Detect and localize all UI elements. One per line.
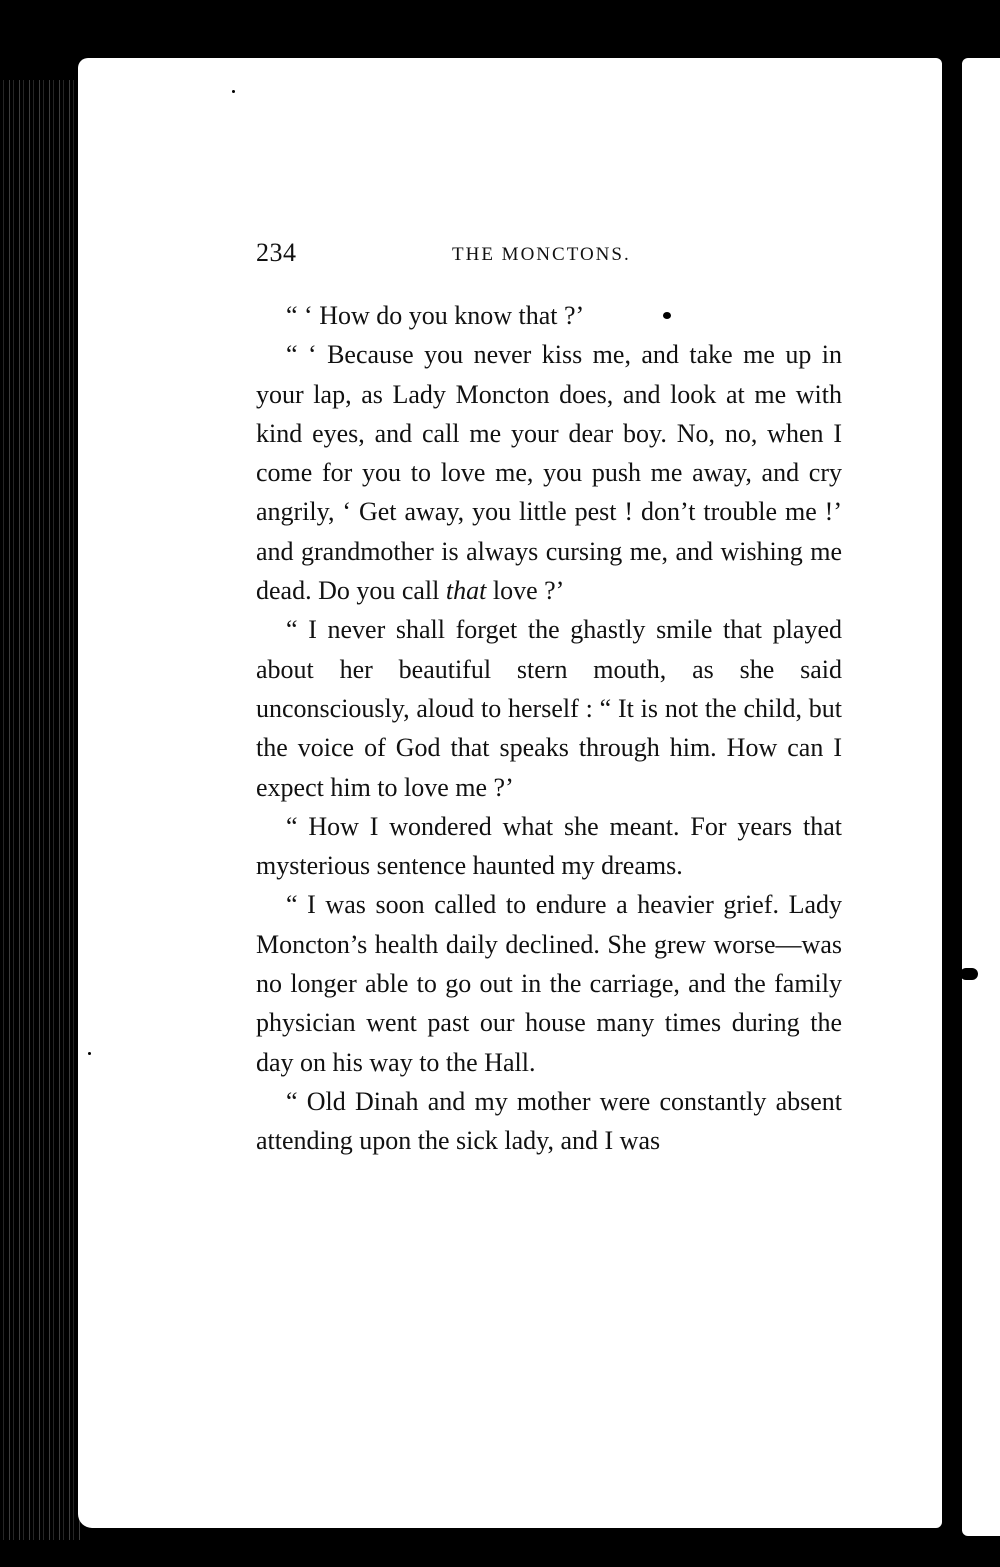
paragraph-text: “ I was soon called to endure a heavier grief. Lady Moncton’s health daily declined. She grew worse—was no longer able to go out in the carriage, and the family physician went past our house many times during the day on his way to the Hall. — [256, 890, 842, 1077]
next-page-edge — [962, 58, 1000, 1536]
paragraph-text: “ I never shall forget the ghastly smile that played about her beautiful stern mouth, as she said unconsciously, aloud to herself : “ It is not the child, but the voice of God that speaks through him. How can I expect him to love me ?’ — [256, 615, 842, 802]
paragraph-text: love ?’ — [486, 576, 565, 606]
paragraph-text: “ Old Dinah and my mother were constantly absent attending upon the sick lady, and I was — [256, 1086, 842, 1156]
paragraph-text: “ How I wondered what she meant. For years that mysterious sentence haunted my dreams. — [256, 811, 842, 881]
paragraph — [256, 296, 842, 335]
paragraph — [256, 610, 842, 806]
body-text — [256, 296, 842, 1161]
scan-speck — [232, 90, 235, 93]
paragraph — [256, 807, 842, 886]
page-edge-shadow — [0, 80, 80, 1540]
page-number: 234 — [256, 238, 297, 267]
paragraph — [256, 335, 842, 610]
binding-mark — [960, 968, 978, 980]
italic-text: that — [445, 576, 487, 606]
paragraph-text: “ ‘ Because you never kiss me, and take me up in your lap, as Lady Moncton does, and look at me with kind eyes, and call me your dear boy. No, no, when I come for you to love me, you push me away, and cry angrily, ‘ Get away, you little pest ! don’t trouble me !’ and grandmother is always cursing me, and wishing me dead. Do you call — [256, 340, 842, 606]
paragraph — [256, 1082, 842, 1161]
paragraph — [256, 885, 842, 1081]
paragraph-text: “ ‘ How do you know that ?’ — [286, 301, 585, 330]
running-head: THE MONCTONS. — [452, 244, 631, 265]
page-header — [256, 238, 846, 278]
scan-speck — [88, 1052, 91, 1055]
